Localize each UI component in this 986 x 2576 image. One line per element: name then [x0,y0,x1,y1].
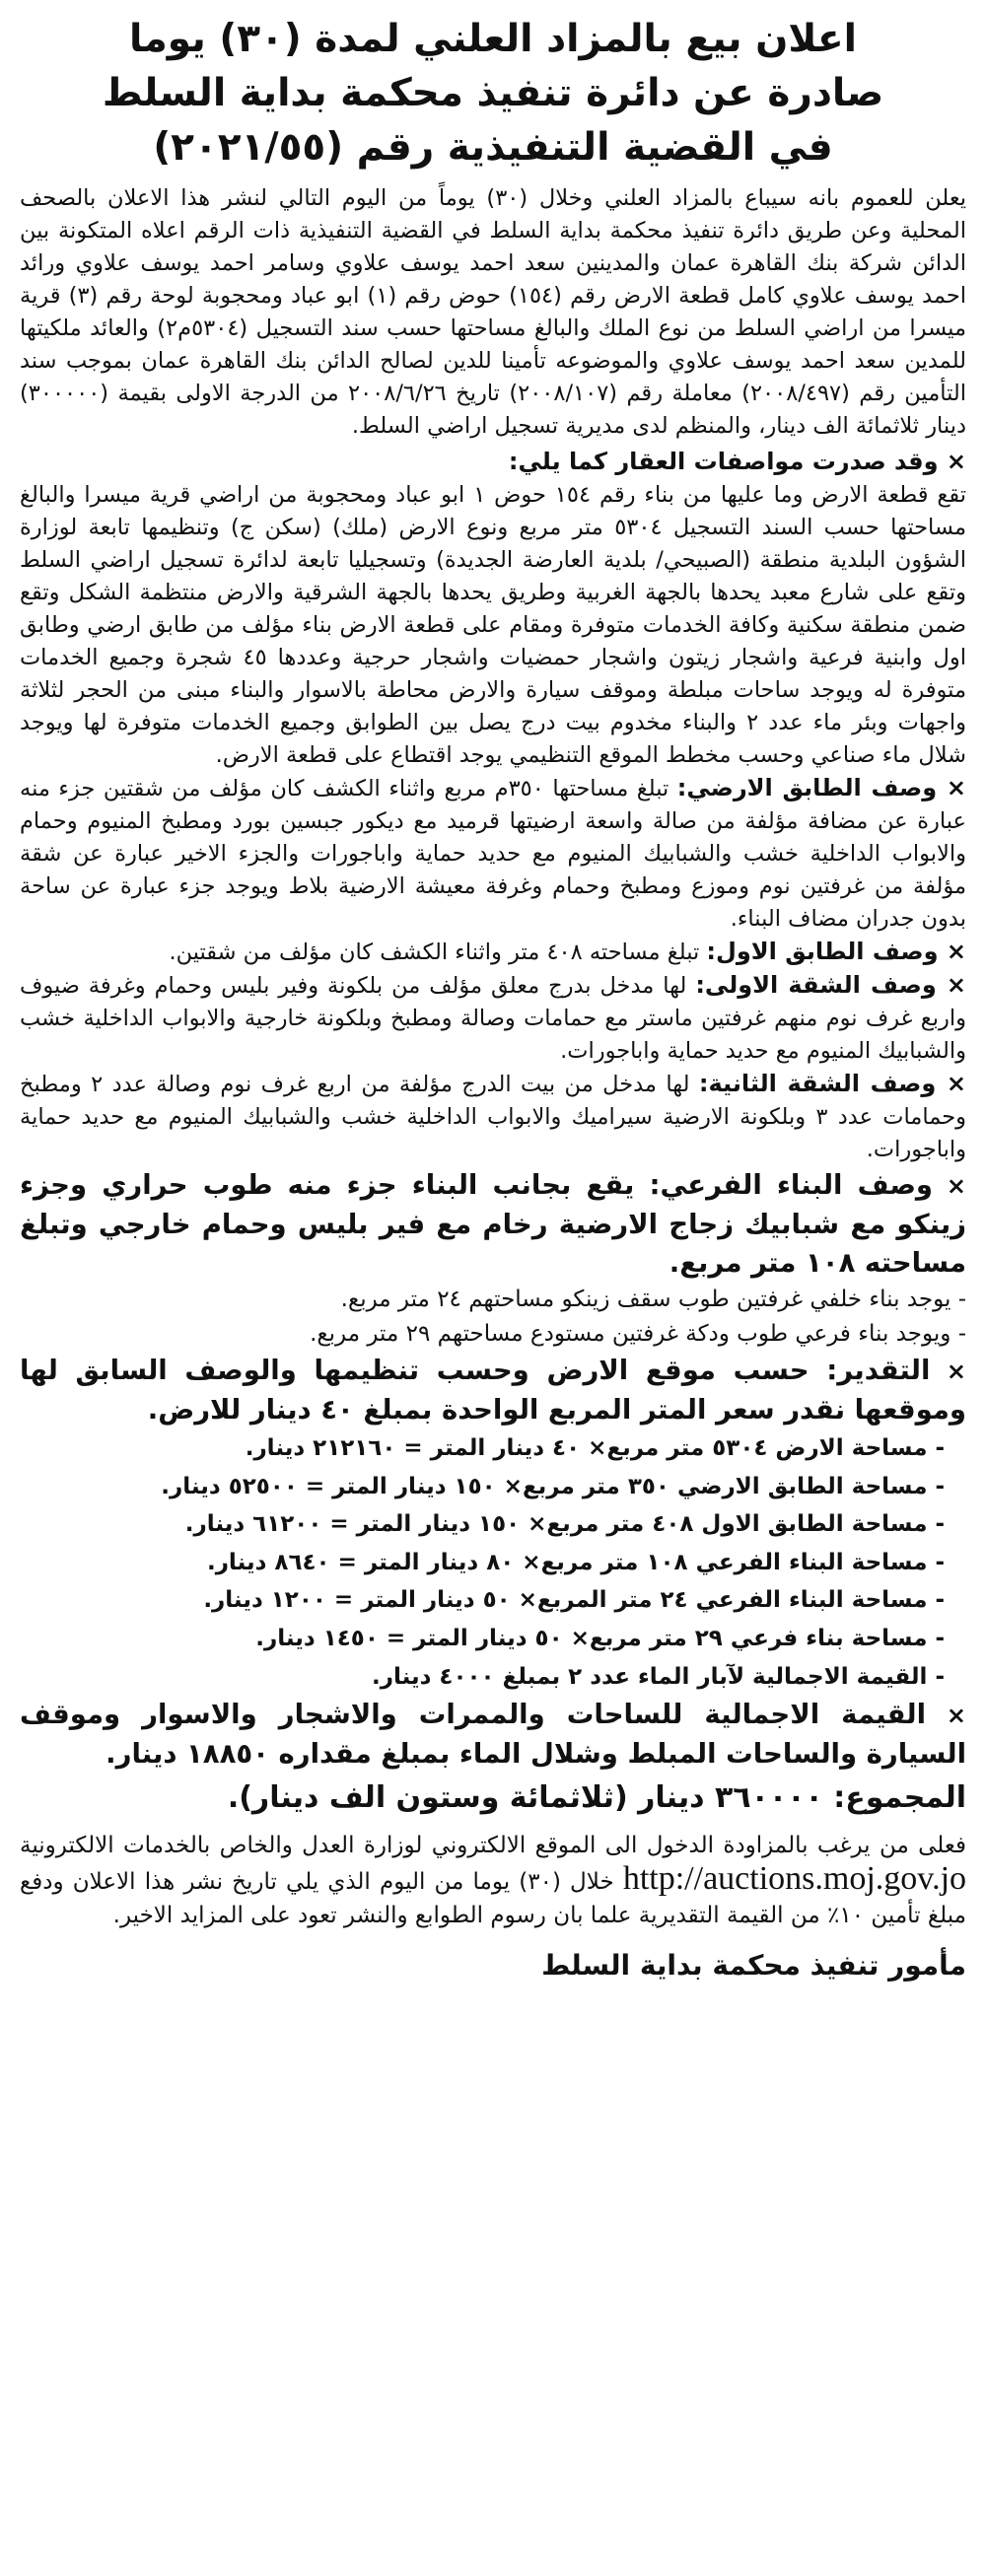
overall-value-text: القيمة الاجمالية للساحات والممرات والاشجار والاسوار وموقف السيارة والساحات المبلط وشلال الماء بمبلغ مقداره ١٨٨٥٠ دينار. [20,1699,966,1771]
notice-title [20,12,966,174]
specs-body: تقع قطعة الارض وما عليها من بناء رقم ١٥٤ حوض ١ ابو عباد ومحجوبة من اراضي قرية ميسرا والبالغ مساحتها حسب السند التسجيل ٥٣٠٤ متر مربع ونوع الارض (ملك) (سكن ج) وتنظيمها تابعة لوزارة الشؤون البلدية منطقة (الصبيحي/ بلدية العارضة الجديدة) وتسجيليا تابعة لدائرة تسجيل اراضي السلط وتقع على شارع معبد يحدها بالجهة الغربية وطريق يحدها بالجهة الشرقية والارض منتظمة الشكل وتقع ضمن منطقة سكنية وكافة الخدمات متوفرة ومقام على قطعة الارض بناء مؤلف من طابق ارضي وطابق اول وابنية فرعية واشجار زيتون واشجار حمضيات واشجار حرجية وعددها ٤٥ شجرة وجميع الخدمات متوفرة له ويوجد ساحات مبلطة وموقف سيارة والارض محاطة بالاسوار والبناء مبنى من الحجر لثلاثة واجهات وبئر ماء عدد ٢ والبناء مخدوم بيت درج يصل بين الطوابق وجميع الخدمات متوفرة لها ويوجد شلال ماء صناعي وحسب مخطط الموقع التنظيمي يوجد اقتطاع على قطعة الارض. [20,482,967,768]
first-floor-section: × وصف الطابق الاول: تبلغ مساحته ٤٠٨ متر واثناء الكشف كان مؤلف من شقتين. [169,938,966,965]
specs-heading [20,445,966,479]
bullet-mark: × [946,448,966,475]
overall-value-section: × القيمة الاجمالية للساحات والممرات والاشجار والاسوار وموقف السيارة والساحات المبلط وشلال الماء بمبلغ مقداره ١٨٨٥٠ دينار. [20,1699,966,1771]
first-floor-body: تبلغ مساحته ٤٠٨ متر واثناء الكشف كان مؤلف من شقتين. [169,940,700,965]
calc-line: - مساحة بناء فرعي ٢٩ متر مربع× ٥٠ دينار المتر = ١٤٥٠ دينار. [255,1625,945,1651]
bidding-instructions [20,1829,966,1932]
instructions-part-2: خلال (٣٠) يوما من اليوم الذي يلي تاريخ نشر هذا الاعلان ودفع مبلغ تأمين ١٠٪ من القيمة التقديرية علما بان رسوم الطوابع والنشر تعود على المزايد الاخير. [20,1869,966,1929]
calc-line: - مساحة البناء الفرعي ٢٤ متر المربع× ٥٠ دينار المتر = ١٢٠٠ دينار. [203,1587,945,1614]
calc-line: - مساحة الطابق الارضي ٣٥٠ متر مربع× ١٥٠ دينار المتر = ٥٢٥٠٠ دينار. [161,1473,945,1499]
valuation-text: التقدير: حسب موقع الارض وحسب تنظيمها والوصف السابق لها وموقعها نقدر سعر المتر المربع الواحدة بمبلغ ٤٠ دينار للارض. [20,1355,966,1426]
annex-text: وصف البناء الفرعي: يقع بجانب البناء جزء منه طوب حراري وجزء زينكو مع شبابيك زجاج الارضية رخام مع فير بليس وحمام خارجي وتبلغ مساحته ١٠٨ متر مربع. [20,1169,966,1279]
calc-line: - القيمة الاجمالية لآبار الماء عدد ٢ بمبلغ ٤٠٠٠ دينار. [371,1663,945,1690]
signature: مأمور تنفيذ محكمة بداية السلط [541,1949,966,1983]
valuation-section: × التقدير: حسب موقع الارض وحسب تنظيمها والوصف السابق لها وموقعها نقدر سعر المتر المربع الواحدة بمبلغ ٤٠ دينار للارض. [20,1355,966,1426]
calc-line: - مساحة البناء الفرعي ١٠٨ متر مربع× ٨٠ دينار المتر = ٨٦٤٠ دينار. [206,1549,945,1575]
title-line-1: اعلان بيع بالمزاد العلني لمدة (٣٠) يوما [128,17,858,61]
ground-floor-section: × وصف الطابق الارضي: تبلغ مساحتها ٣٥٠م مربع واثناء الكشف كان مؤلف من شقتين جزء منه عبارة عن مضافة مؤلفة من صالة واسعة ارضيتها قرميد مع ديكور جبسين بورد ومطبخ المنيوم وحمام والابواب الداخلية خشب والشبابيك المنيوم مع حديد حماية واباجورات والجزء الاخير عبارة عن شقة مؤلفة من غرفتين نوم وموزع ومطبخ وحمام وغرفة معيشة الارضية بلاط ويوجد جزء عبارة عن ساحة بدون جدران مضاف البناء. [20,774,966,932]
extra-building-1: - يوجد بناء خلفي غرفتين طوب سقف زينكو مساحتهم ٢٤ متر مربع. [340,1287,966,1312]
title-line-3: في القضية التنفيذية رقم (٢٠٢١/٥٥) [153,125,833,170]
apartment-2-body: لها مدخل من بيت الدرج مؤلفة من اربع غرف نوم وصالة عدد ٢ ومطبخ وحمامات عدد ٣ وبلكونة الارضية سيراميك والابواب الداخلية خشب والشبابيك المنيوم مع حديد حماية واباجورات. [20,1072,966,1162]
calc-line: - مساحة الارض ٥٣٠٤ متر مربع× ٤٠ دينار المتر = ٢١٢١٦٠ دينار. [245,1435,945,1461]
apartment-1-body: لها مدخل بدرج معلق مؤلف من بلكونة وفير بليس وحمام وغرفة ضيوف واربع غرف نوم منهم غرفتين ماستر مع حمامات وصالة ومطبخ وبلكونة خارجية والابواب الداخلية خشب والشبابيك المنيوم مع حديد حماية واباجورات. [20,973,966,1064]
apartment-2-section: × وصف الشقة الثانية: لها مدخل من بيت الدرج مؤلفة من اربع غرف نوم وصالة عدد ٢ ومطبخ وحمامات عدد ٣ وبلكونة الارضية سيراميك والابواب الداخلية خشب والشبابيك المنيوم مع حديد حماية واباجورات. [20,1070,967,1162]
auction-website-link[interactable]: http://auctions.moj.gov.jo [622,1860,967,1898]
total-amount: المجموع: ٣٦٠٠٠٠ دينار (ثلاثمائة وستون الف دينار). [227,1780,966,1816]
ground-floor-label: وصف الطابق الارضي: [676,774,938,801]
first-floor-label: وصف الطابق الاول: [706,938,939,965]
calc-line: - مساحة الطابق الاول ٤٠٨ متر مربع× ١٥٠ دينار المتر = ٦١٢٠٠ دينار. [184,1511,945,1538]
apartment-1-section: × وصف الشقة الاولى: لها مدخل بدرج معلق مؤلف من بلكونة وفير بليس وحمام وغرفة ضيوف واربع غرف نوم منهم غرفتين ماستر مع حمامات وصالة ومطبخ وبلكونة خارجية والابواب الداخلية خشب والشبابيك المنيوم مع حديد حماية واباجورات. [20,971,967,1064]
calculations-list [20,1429,966,1696]
ground-floor-body: تبلغ مساحتها ٣٥٠م مربع واثناء الكشف كان مؤلف من شقتين جزء منه عبارة عن مضافة مؤلفة من صالة واسعة ارضيتها قرميد مع ديكور جبسين بورد ومطبخ المنيوم وحمام والابواب الداخلية خشب والشبابيك المنيوم مع حديد حماية واباجورات والجزء الاخير عبارة عن شقة مؤلفة من غرفتين نوم وموزع ومطبخ وحمام وغرفة معيشة الارضية بلاط ويوجد جزء عبارة عن ساحة بدون جدران مضاف البناء. [20,776,966,932]
extra-building-2: - ويوجد بناء فرعي طوب ودكة غرفتين مستودع مساحتهم ٢٩ متر مربع. [310,1321,966,1347]
specs-heading-text: وقد صدرت مواصفات العقار كما يلي: [508,448,939,475]
annex-section: × وصف البناء الفرعي: يقع بجانب البناء جزء منه طوب حراري وجزء زينكو مع شبابيك زجاج الارضية رخام مع فير بليس وحمام خارجي وتبلغ مساحته ١٠٨ متر مربع. [20,1169,967,1279]
apartment-1-label: وصف الشقة الاولى: [695,971,937,999]
instructions-part-1: فعلى من يرغب بالمزاودة الدخول الى الموقع الالكتروني لوزارة العدل والخاص بالخدمات الالكترونية [20,1833,966,1859]
apartment-2-label: وصف الشقة الثانية: [698,1070,937,1097]
title-line-2: صادرة عن دائرة تنفيذ محكمة بداية السلط [102,71,884,115]
intro-paragraph: يعلن للعموم بانه سيباع بالمزاد العلني وخلال (٣٠) يوماً من اليوم التالي لنشر هذا الاعلان بالصحف المحلية وعن طريق دائرة تنفيذ محكمة بداية السلط في القضية التنفيذية ذات الرقم اعلاه المتكونة بين الدائن شركة بنك القاهرة عمان والمدينين سعد احمد يوسف علاوي وسامر احمد يوسف علاوي ورائد احمد يوسف علاوي كامل قطعة الارض رقم (١٥٤) حوض رقم (١) ابو عباد ومحجوبة لوحة رقم (٣) قرية ميسرا من اراضي السلط من نوع الملك والبالغ مساحتها حسب سند التسجيل (٥٣٠٤م٢) والعائد ملكيتها للمدين سعد احمد يوسف علاوي والموضوعه تأمينا للدين لصالح الدائن بنك القاهرة عمان بموجب سند التأمين رقم (٢٠٠٨/٤٩٧) معاملة رقم (٢٠٠٨/١٠٧) تاريخ ٢٠٠٨/٦/٢٦ من الدرجة الاولى بقيمة (٣٠٠٠٠٠) دينار ثلاثمائة الف دينار، والمنظم لدى مديرية تسجيل اراضي السلط. [20,185,966,439]
